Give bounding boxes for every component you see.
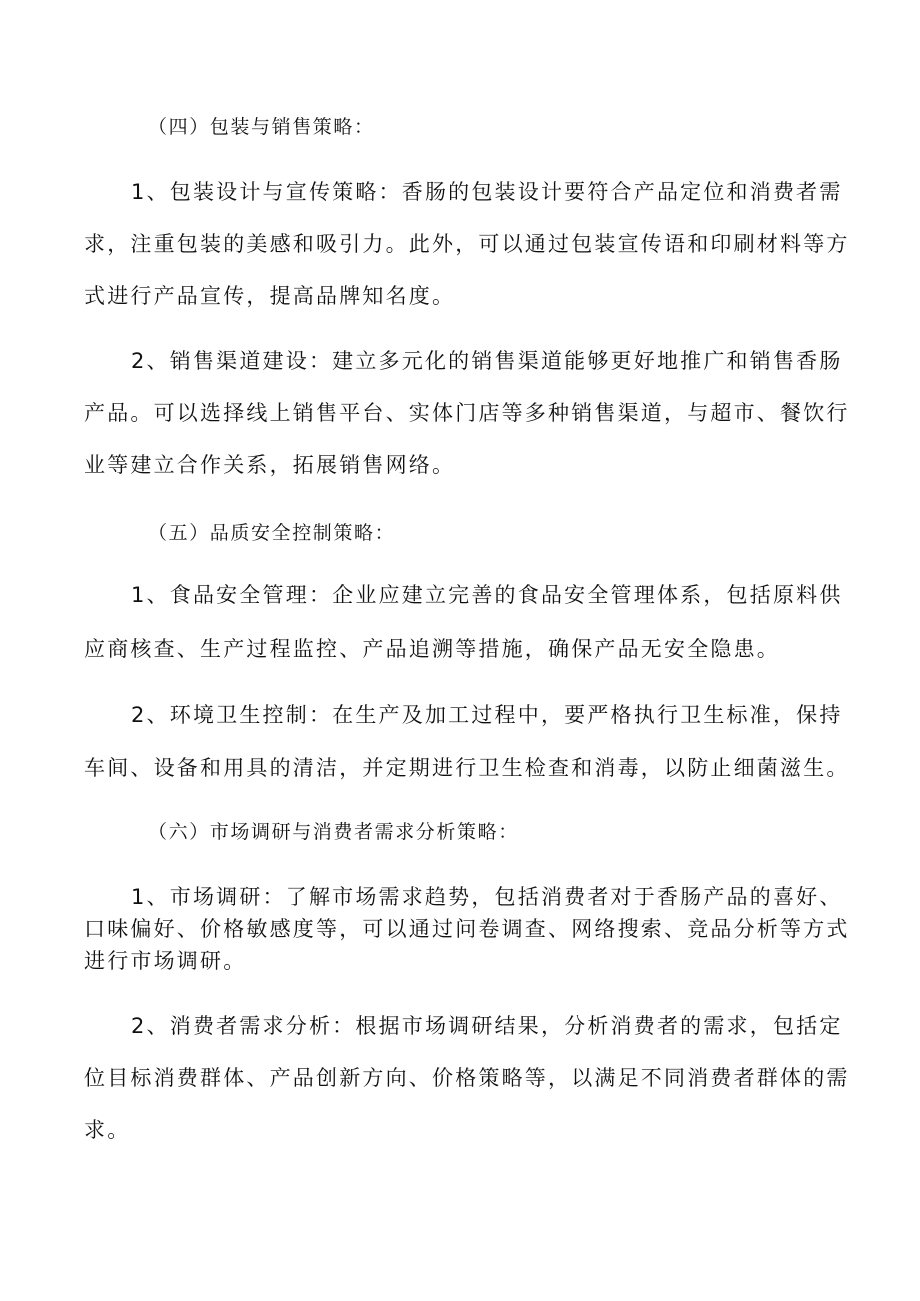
paragraph-line: 式进行产品宣传，提高品牌知名度。 [84, 284, 456, 308]
paragraph-line: 业等建立合作关系，拓展销售网络。 [84, 453, 456, 477]
paragraph-line: 应商核查、生产过程监控、产品追溯等措施，确保产品无安全隐患。 [84, 637, 780, 661]
section-heading-5: （五）品质安全控制策略： [148, 522, 396, 544]
paragraph-line: 2、销售渠道建设：建立多元化的销售渠道能够更好地推广和销售香肠 [131, 349, 843, 373]
paragraph-line: 2、消费者需求分析：根据市场调研结果，分析消费者的需求，包括定 [131, 1014, 843, 1038]
paragraph-line: 求，注重包装的美感和吸引力。此外，可以通过包装宣传语和印刷材料等方 [84, 232, 850, 256]
paragraph-line: 进行市场调研。 [84, 949, 247, 973]
paragraph-line: 口味偏好、价格敏感度等，可以通过问卷调查、网络搜索、竞品分析等方式 [84, 917, 850, 941]
paragraph-line: 2、环境卫生控制：在生产及加工过程中，要严格执行卫生标准，保持 [131, 703, 843, 727]
paragraph-line: 1、包装设计与宣传策略：香肠的包装设计要符合产品定位和消费者需 [131, 180, 843, 204]
paragraph-line: 1、食品安全管理：企业应建立完善的食品安全管理体系，包括原料供 [131, 583, 843, 607]
paragraph-line: 产品。可以选择线上销售平台、实体门店等多种销售渠道，与超市、餐饮行 [84, 401, 850, 425]
section-heading-4: （四）包装与销售策略： [148, 116, 375, 138]
paragraph-line: 求。 [84, 1118, 131, 1142]
section-heading-6: （六）市场调研与消费者需求分析策略： [148, 821, 519, 843]
paragraph-line: 1、市场调研：了解市场需求趋势，包括消费者对于香肠产品的喜好、 [131, 885, 843, 909]
paragraph-line: 位目标消费群体、产品创新方向、价格策略等，以满足不同消费者群体的需 [84, 1066, 850, 1090]
paragraph-line: 车间、设备和用具的清洁，并定期进行卫生检查和消毒，以防止细菌滋生。 [84, 756, 850, 780]
